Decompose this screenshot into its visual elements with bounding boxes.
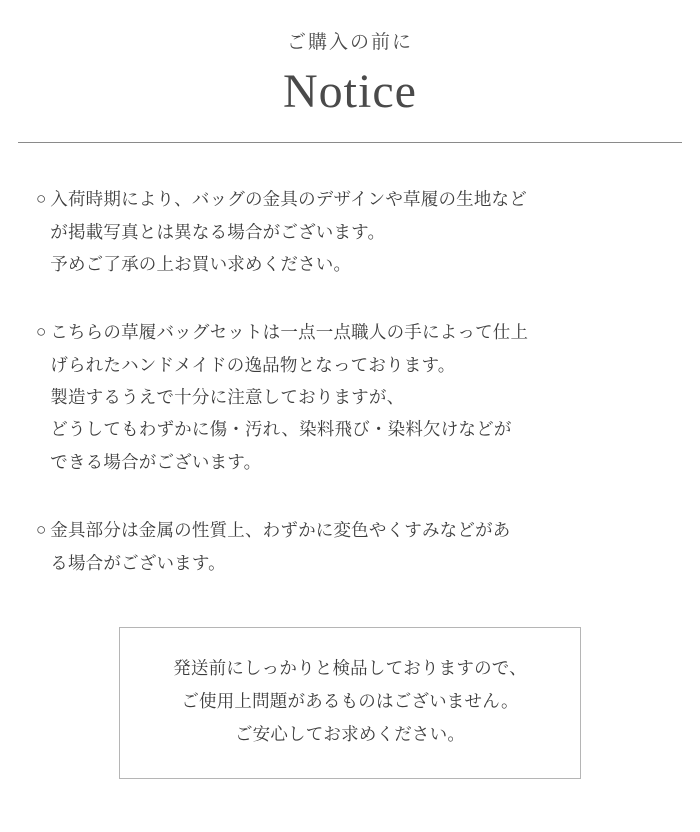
notice-line: こちらの草履バッグセットは一点一点職人の手によって仕上 bbox=[50, 322, 529, 343]
callout-line: ご使用上問題があるものはございません。 bbox=[181, 691, 519, 712]
notice-line: げられたハンドメイドの逸品物となっております。 bbox=[50, 354, 456, 375]
notice-line: 金具部分は金属の性質上、わずかに変色やくすみなどがあ bbox=[50, 520, 511, 541]
notice-item bbox=[36, 183, 664, 280]
notice-item bbox=[36, 316, 664, 478]
bullet-circle-icon: ○ bbox=[36, 322, 47, 342]
notice-line: できる場合がございます。 bbox=[50, 451, 262, 472]
callout-line: 発送前にしっかりと検品しておりますので、 bbox=[173, 657, 527, 678]
bullet-circle-icon: ○ bbox=[36, 520, 47, 540]
notice-line: 製造するうえで十分に注意しておりますが、 bbox=[50, 387, 405, 408]
inspection-callout-box bbox=[119, 627, 581, 779]
callout-line: ご安心してお求めください。 bbox=[234, 724, 466, 745]
notice-line: が掲載写真とは異なる場合がございます。 bbox=[50, 221, 386, 242]
notice-line: 予めご了承の上お買い求めください。 bbox=[50, 253, 352, 274]
page-header bbox=[0, 0, 700, 143]
header-subtitle: ご購入の前に bbox=[286, 32, 413, 53]
callout-wrapper bbox=[36, 627, 664, 779]
notice-item-text bbox=[50, 514, 664, 579]
notice-content bbox=[0, 143, 700, 779]
notice-line: どうしてもわずかに傷・汚れ、染料飛び・染料欠けなどが bbox=[50, 419, 512, 440]
notice-line: 入荷時期により、バッグの金具のデザインや草履の生地など bbox=[50, 189, 527, 210]
bullet-circle-icon: ○ bbox=[36, 189, 47, 209]
notice-item bbox=[36, 514, 664, 579]
page-title: Notice bbox=[283, 64, 417, 118]
notice-line: る場合がございます。 bbox=[50, 552, 226, 573]
notice-item-text bbox=[50, 316, 664, 478]
notice-item-text bbox=[50, 183, 664, 280]
